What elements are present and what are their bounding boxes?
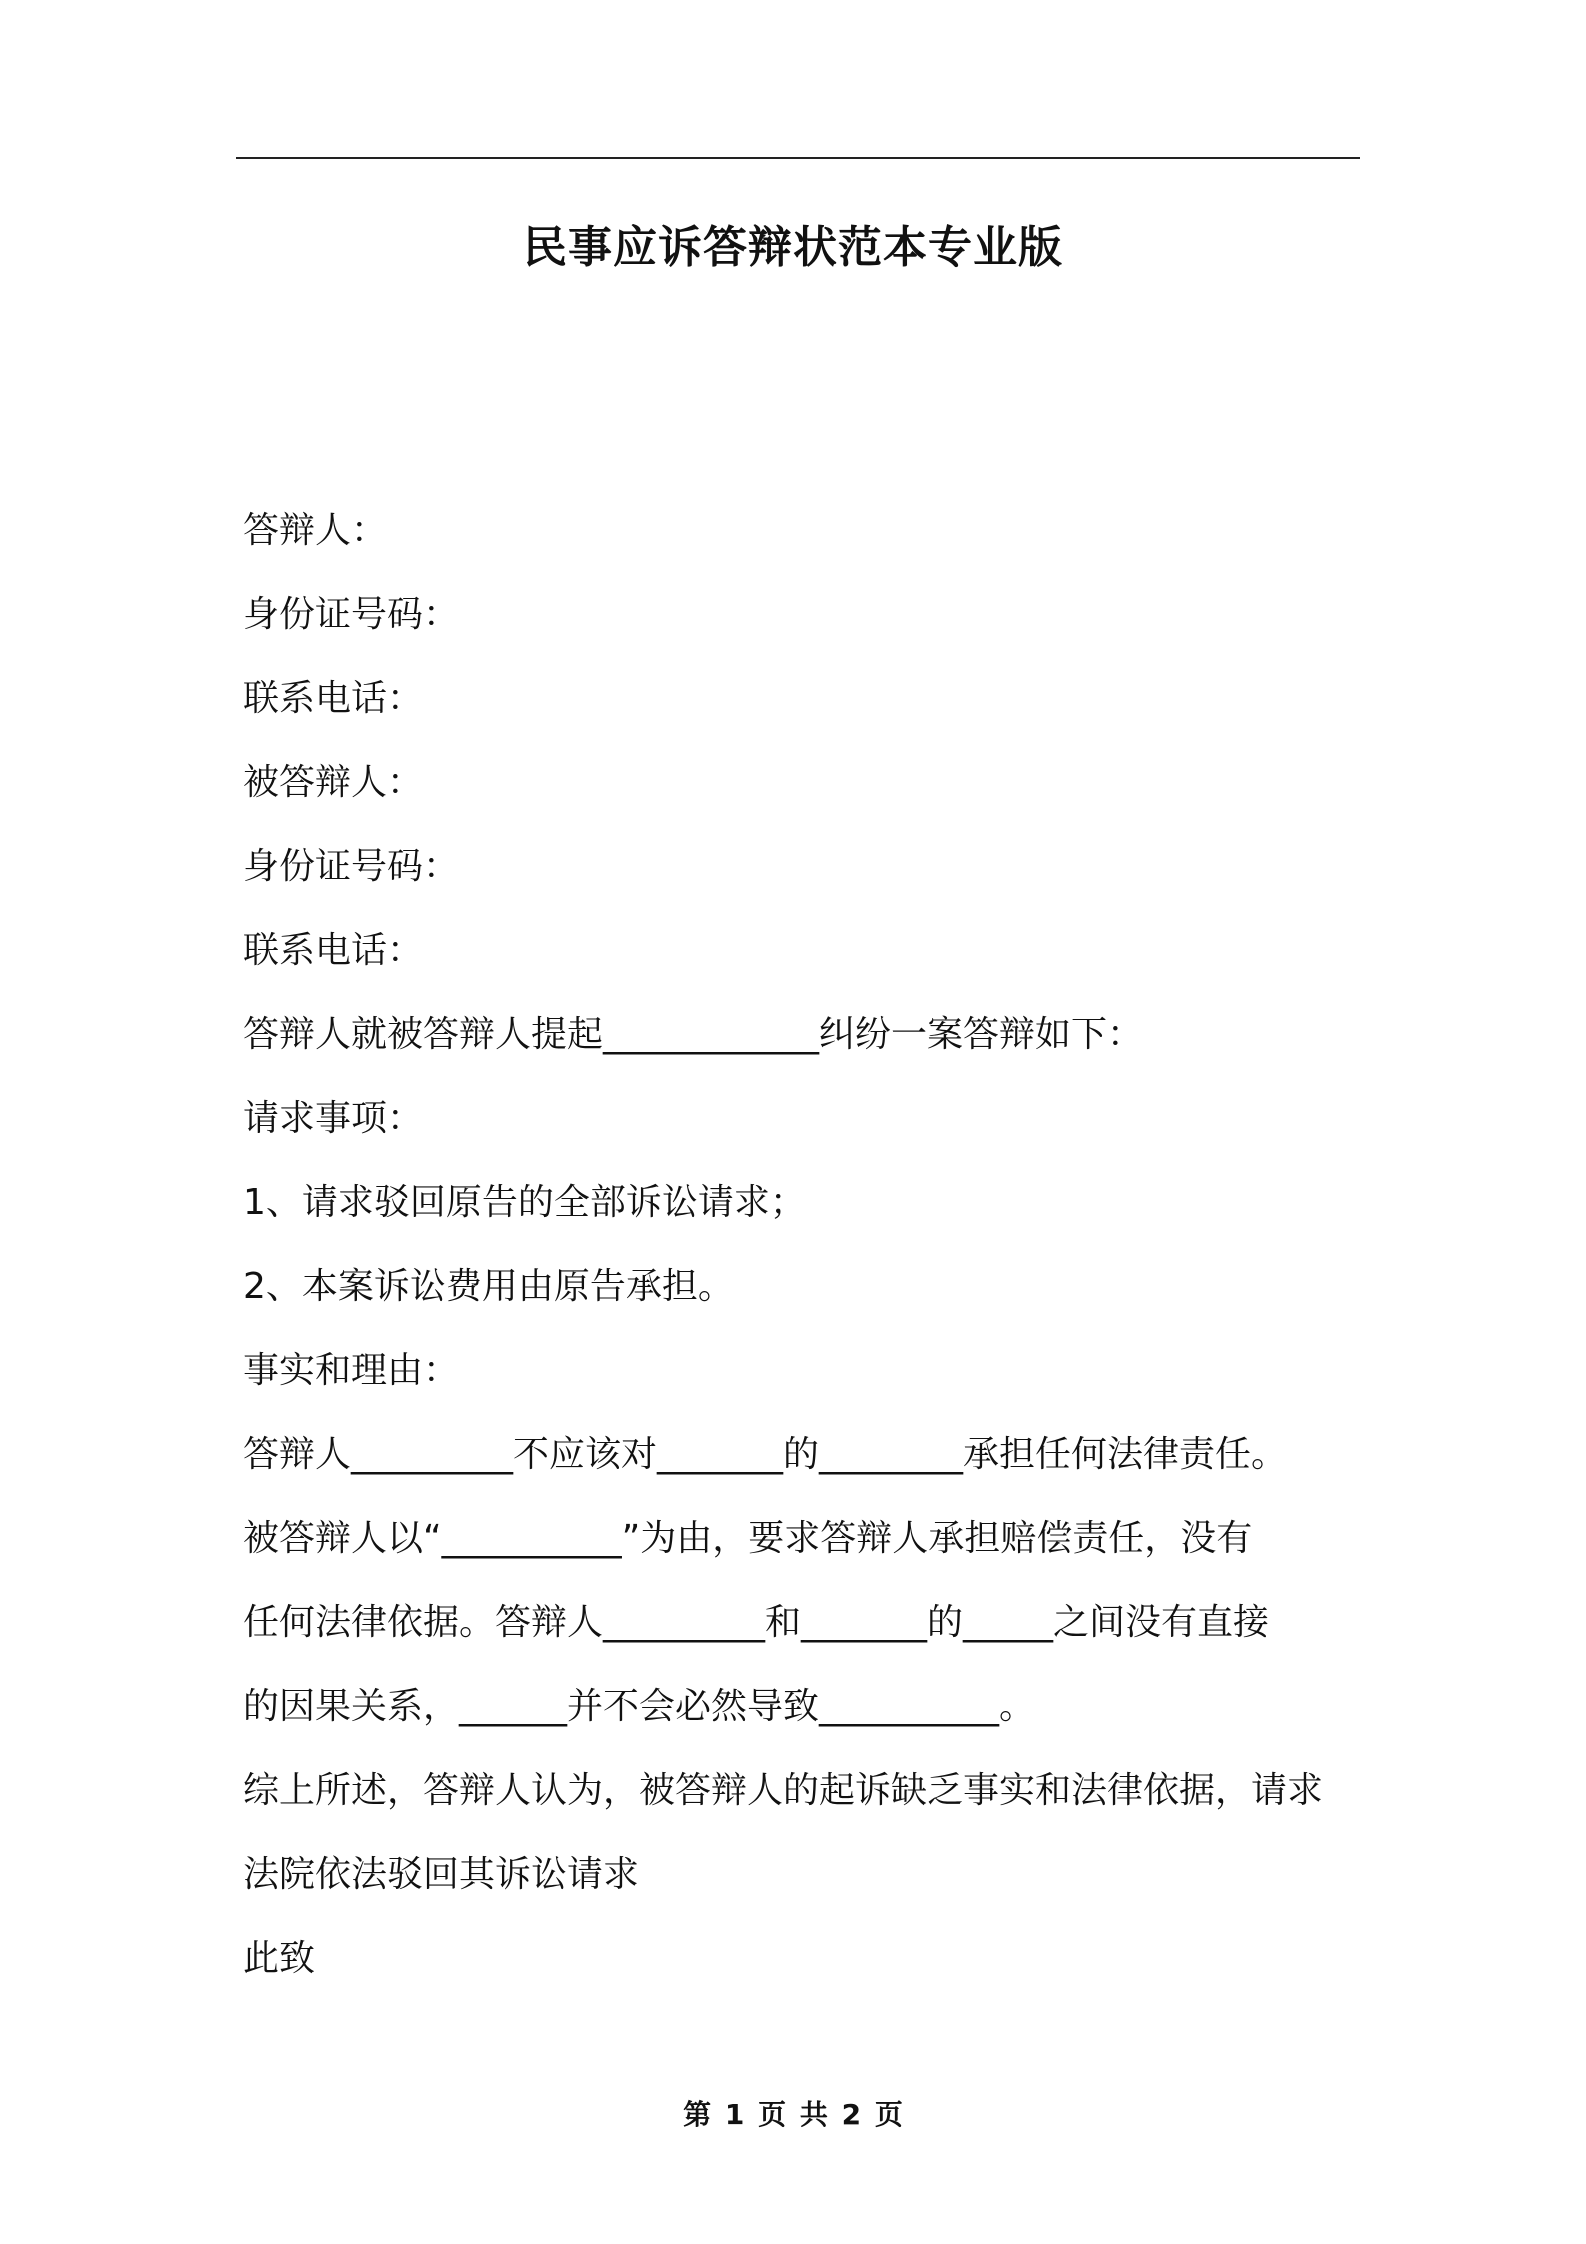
request-item-1: 1、请求驳回原告的全部诉讼请求；: [243, 1182, 806, 1223]
facts-line-2: 被答辩人以“__________”为由，要求答辩人承担赔偿责任，没有: [243, 1518, 1253, 1559]
closing-salutation: 此致: [243, 1938, 316, 1979]
plaintiff-id-label: 身份证号码：: [243, 846, 460, 887]
conclusion-line-1: 综上所述，答辩人认为，被答辩人的起诉缺乏事实和法律依据，请求: [243, 1770, 1324, 1811]
respondent-label: 答辩人：: [243, 510, 388, 551]
request-item-2: 2、本案诉讼费用由原告承担。: [243, 1266, 734, 1307]
facts-line-1: 答辩人_________不应该对_______的________承担任何法律责任。: [243, 1434, 1288, 1475]
facts-line-4: 的因果关系，______并不会必然导致__________。: [243, 1686, 1036, 1727]
facts-heading: 事实和理由：: [243, 1350, 460, 1391]
facts-line-3: 任何法律依据。答辩人_________和_______的_____之间没有直接: [243, 1602, 1270, 1643]
page-number-footer: 第 1 页 共 2 页: [683, 2098, 903, 2131]
plaintiff-label: 被答辩人：: [243, 762, 424, 803]
respondent-id-label: 身份证号码：: [243, 594, 460, 635]
document-title: 民事应诉答辩状范本专业版: [523, 222, 1063, 273]
conclusion-line-2: 法院依法驳回其诉讼请求: [243, 1854, 640, 1895]
document-body: [243, 489, 1383, 2001]
case-intro-line: 答辩人就被答辩人提起____________纠纷一案答辩如下：: [243, 1014, 1144, 1055]
plaintiff-phone-label: 联系电话：: [243, 930, 424, 971]
requests-heading: 请求事项：: [243, 1098, 424, 1139]
header-rule: [236, 157, 1360, 159]
respondent-phone-label: 联系电话：: [243, 678, 424, 719]
